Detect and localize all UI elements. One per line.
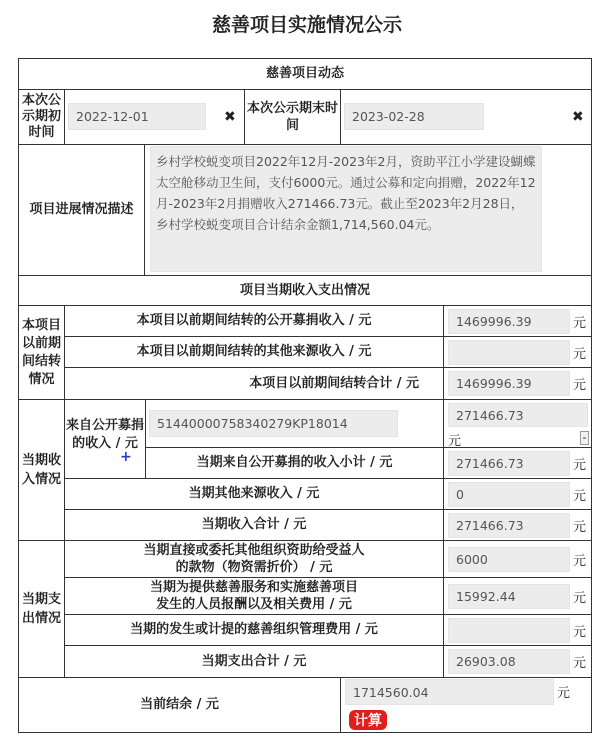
income-group-label: 当期收入情况 bbox=[21, 453, 61, 487]
unit-label: 元 bbox=[573, 625, 587, 640]
unit-label: 元 bbox=[573, 489, 587, 504]
expense-group-label: 当期支出情况 bbox=[21, 592, 61, 626]
period-start-input[interactable]: 2022-12-01 bbox=[68, 103, 206, 130]
clear-end-icon[interactable]: ✖ bbox=[572, 109, 584, 125]
unit-label: 元 bbox=[573, 554, 587, 569]
prior-total-label: 本项目以前期间结转合计 / 元 bbox=[249, 375, 419, 391]
unit-label: 元 bbox=[573, 520, 587, 535]
progress-textarea[interactable]: 乡村学校蜕变项目2022年12月-2023年2月，资助平江小学建设蝴蝶太空舱移动卫生间，支付6000元。通过公募和定向捐赠，2022年12月-2023年2月捐赠收入271466.73元。截止至2023年2月28日，乡村学校蜕变项目合计结余金额1,714,560.04元。 bbox=[150, 146, 542, 272]
add-record-icon[interactable]: + bbox=[120, 449, 132, 465]
expense-direct-label-2: 的款物（物资需折价） / 元 bbox=[175, 560, 333, 575]
prior-public-input[interactable]: 1469996.39 bbox=[448, 309, 570, 334]
expense-staff-label-2: 发生的人员报酬以及相关费用 / 元 bbox=[156, 597, 352, 612]
unit-label: 元 bbox=[573, 316, 587, 331]
clear-start-icon[interactable]: ✖ bbox=[224, 109, 236, 125]
calculate-button[interactable]: 计算 bbox=[349, 710, 387, 730]
section-finance-header: 项目当期收入支出情况 bbox=[239, 282, 370, 298]
income-total-label: 当期收入合计 / 元 bbox=[201, 517, 307, 532]
record-unit: 元 bbox=[448, 434, 462, 449]
unit-label: 元 bbox=[573, 347, 587, 362]
prior-public-label: 本项目以前期间结转的公开募捐收入 / 元 bbox=[136, 313, 372, 328]
expense-direct-input[interactable]: 6000 bbox=[448, 547, 570, 572]
expense-mgmt-label: 当期的发生或计提的慈善组织管理费用 / 元 bbox=[130, 622, 378, 637]
unit-label: 元 bbox=[573, 458, 587, 473]
section-project-header: 慈善项目动态 bbox=[265, 66, 344, 81]
expense-staff-label-1: 当期为提供慈善服务和实施慈善项目 bbox=[149, 580, 358, 595]
expense-total-input[interactable]: 26903.08 bbox=[448, 649, 570, 674]
expense-mgmt-input[interactable] bbox=[448, 618, 570, 643]
income-subtotal-input[interactable]: 271466.73 bbox=[448, 451, 570, 476]
income-total-input[interactable]: 271466.73 bbox=[448, 513, 570, 538]
unit-label: 元 bbox=[573, 378, 587, 393]
prior-other-label: 本项目以前期间结转的其他来源收入 / 元 bbox=[136, 344, 372, 359]
progress-label: 项目进展情况描述 bbox=[29, 202, 134, 217]
expense-total-label: 当期支出合计 / 元 bbox=[201, 653, 307, 669]
public-source-label: 来自公开募捐的收入 / 元 bbox=[65, 418, 144, 451]
prior-total-input[interactable]: 1469996.39 bbox=[448, 371, 570, 396]
record-amount-input[interactable]: 271466.73 bbox=[448, 403, 588, 427]
unit-label: 元 bbox=[557, 686, 571, 701]
page-title: 慈善项目实施情况公示 bbox=[211, 14, 402, 36]
income-subtotal-label: 当期来自公开募捐的收入小计 / 元 bbox=[196, 455, 393, 470]
period-end-label: 本次公示期末时间 bbox=[246, 101, 338, 133]
balance-label: 当前结余 / 元 bbox=[140, 697, 219, 712]
record-code-input[interactable]: 51440000758340279KP18014 bbox=[149, 410, 398, 437]
unit-label: 元 bbox=[573, 591, 587, 606]
period-start-label: 本次公示期初时间 bbox=[21, 93, 61, 140]
unit-label: 元 bbox=[573, 656, 587, 671]
prior-other-input[interactable] bbox=[448, 340, 570, 365]
income-other-input[interactable]: 0 bbox=[448, 482, 570, 507]
balance-input[interactable]: 1714560.04 bbox=[345, 679, 554, 705]
period-end-input[interactable]: 2023-02-28 bbox=[344, 103, 484, 130]
remove-record-icon[interactable]: - bbox=[580, 431, 589, 445]
prior-group-label: 本项目以前期间结转情况 bbox=[21, 317, 61, 387]
expense-direct-label-1: 当期直接或委托其他组织资助给受益人 bbox=[143, 543, 365, 558]
income-other-label: 当期其他来源收入 / 元 bbox=[188, 486, 320, 501]
expense-staff-input[interactable]: 15992.44 bbox=[448, 584, 570, 609]
